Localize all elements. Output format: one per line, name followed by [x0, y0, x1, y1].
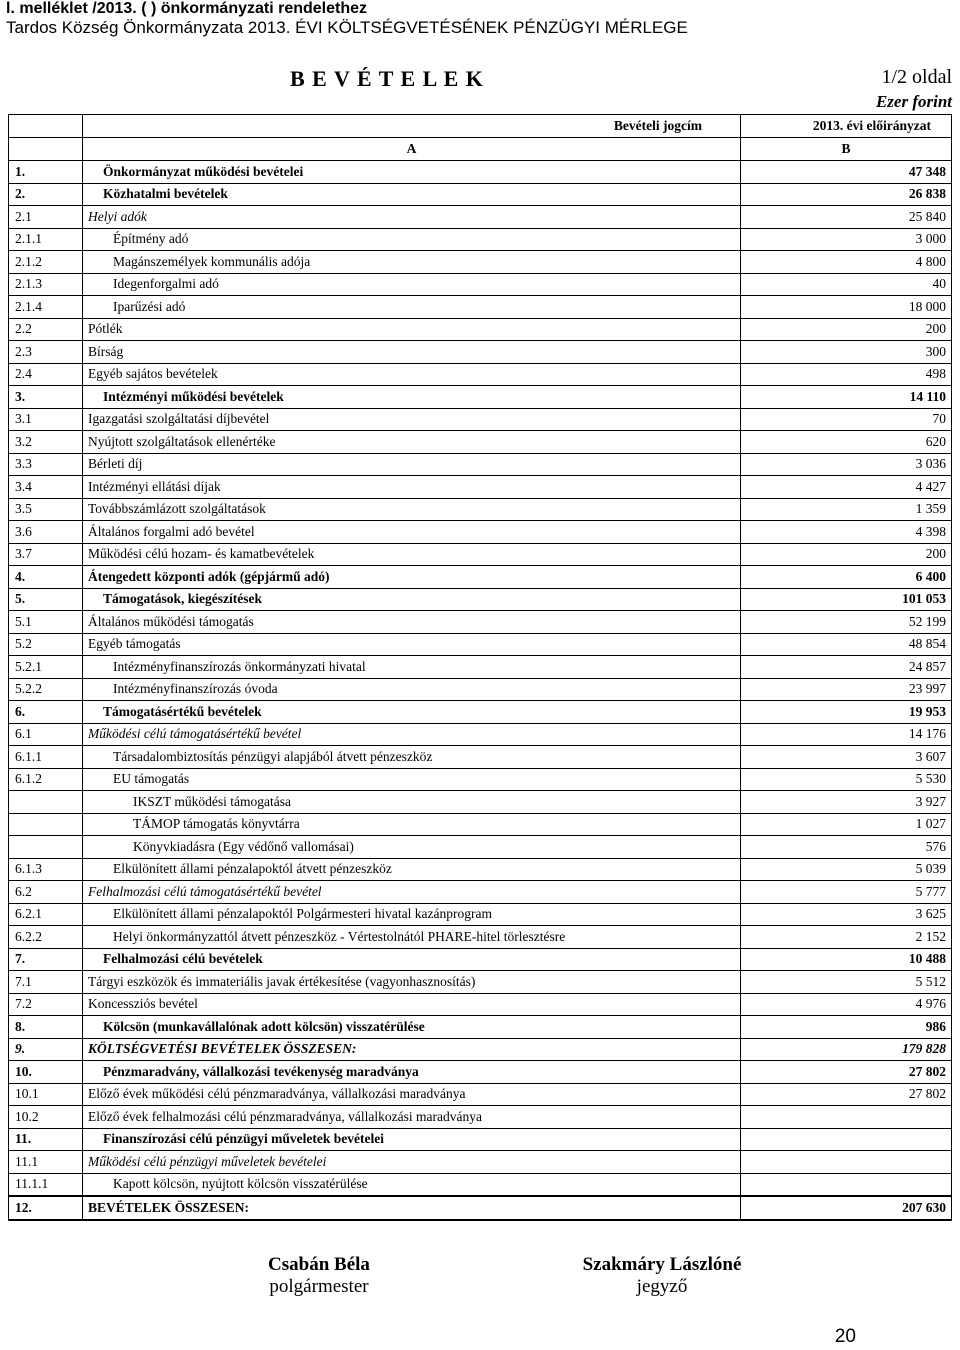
row-amount: 200	[741, 543, 952, 566]
row-amount: 3 625	[741, 903, 952, 926]
table-row	[9, 206, 952, 229]
row-label: Támogatások, kiegészítések	[83, 588, 741, 611]
table-row	[9, 611, 952, 634]
row-label: IKSZT működési támogatása	[83, 791, 741, 814]
signature-role: polgármester	[269, 1276, 369, 1297]
table-row	[9, 1016, 952, 1039]
row-code: 5.	[9, 588, 83, 611]
row-code: 3.4	[9, 476, 83, 499]
row-code: 2.3	[9, 341, 83, 364]
table-row	[9, 1196, 952, 1220]
row-label: Bírság	[83, 341, 741, 364]
row-amount: 3 036	[741, 453, 952, 476]
row-amount: 18 000	[741, 296, 952, 319]
row-code: 1.	[9, 161, 83, 184]
table-row	[9, 948, 952, 971]
row-code: 3.7	[9, 543, 83, 566]
unit-label: Ezer forint	[875, 92, 952, 111]
row-label: Működési célú hozam- és kamatbevételek	[83, 543, 741, 566]
row-code: 3.	[9, 386, 83, 409]
row-amount: 200	[741, 318, 952, 341]
row-label: Finanszírozási célú pénzügyi műveletek bevételei	[83, 1128, 741, 1151]
row-label: Intézményi ellátási díjak	[83, 476, 741, 499]
row-amount: 40	[741, 273, 952, 296]
row-label: Iparűzési adó	[83, 296, 741, 319]
row-code: 10.	[9, 1061, 83, 1084]
table-row	[9, 1173, 952, 1196]
row-code	[9, 791, 83, 814]
row-code: 2.1.1	[9, 228, 83, 251]
row-code: 7.	[9, 948, 83, 971]
table-row	[9, 476, 952, 499]
row-code: 6.1	[9, 723, 83, 746]
table-row	[9, 521, 952, 544]
table-row	[9, 431, 952, 454]
table-row	[9, 881, 952, 904]
row-label: Általános működési támogatás	[83, 611, 741, 634]
row-amount: 2 152	[741, 926, 952, 949]
row-label: Tárgyi eszközök és immateriális javak értékesítése (vagyonhasznosítás)	[83, 971, 741, 994]
row-label: Előző évek működési célú pénzmaradványa, vállalkozási maradványa	[83, 1083, 741, 1106]
row-amount: 207 630	[741, 1196, 952, 1220]
row-amount	[741, 1151, 952, 1174]
row-code: 6.1.2	[9, 768, 83, 791]
row-label: Pótlék	[83, 318, 741, 341]
table-row	[9, 566, 952, 589]
row-label: Felhalmozási célú támogatásértékű bevétel	[83, 881, 741, 904]
row-label: Intézményfinanszírozás önkormányzati hivatal	[83, 656, 741, 679]
row-code	[9, 836, 83, 859]
row-label: Általános forgalmi adó bevétel	[83, 521, 741, 544]
section-heading: B E V É T E L E K	[290, 66, 484, 91]
row-code: 3.5	[9, 498, 83, 521]
row-code: 2.4	[9, 363, 83, 386]
row-amount: 101 053	[741, 588, 952, 611]
table-row	[9, 1061, 952, 1084]
table-row	[9, 1038, 952, 1061]
table-row	[9, 678, 952, 701]
table-row	[9, 768, 952, 791]
row-amount: 52 199	[741, 611, 952, 634]
row-code: 6.	[9, 701, 83, 724]
row-amount: 23 997	[741, 678, 952, 701]
row-code: 5.2	[9, 633, 83, 656]
row-label: Átengedett központi adók (gépjármű adó)	[83, 566, 741, 589]
table-row	[9, 1151, 952, 1174]
column-letter-a: A	[83, 138, 741, 161]
column-letter-b: B	[741, 138, 952, 161]
row-label: Intézményi működési bevételek	[83, 386, 741, 409]
table-row	[9, 341, 952, 364]
row-code: 6.2	[9, 881, 83, 904]
table-row	[9, 228, 952, 251]
row-code: 6.2.2	[9, 926, 83, 949]
row-amount: 5 512	[741, 971, 952, 994]
row-label: Egyéb támogatás	[83, 633, 741, 656]
table-row	[9, 746, 952, 769]
row-code: 2.2	[9, 318, 83, 341]
row-code: 11.1	[9, 1151, 83, 1174]
row-code: 11.1.1	[9, 1173, 83, 1196]
row-code: 9.	[9, 1038, 83, 1061]
row-amount: 498	[741, 363, 952, 386]
signature-name: Csabán Béla	[268, 1254, 370, 1275]
row-code: 2.1.4	[9, 296, 83, 319]
table-row	[9, 408, 952, 431]
row-amount: 24 857	[741, 656, 952, 679]
table-row	[9, 1083, 952, 1106]
revenue-table	[8, 114, 952, 1221]
table-row	[9, 183, 952, 206]
row-label: Támogatásértékű bevételek	[83, 701, 741, 724]
header-line-1: l. melléklet /2013. ( ) önkormányzati rendelethez	[6, 0, 368, 17]
row-amount: 19 953	[741, 701, 952, 724]
row-amount: 5 530	[741, 768, 952, 791]
row-amount: 4 800	[741, 251, 952, 274]
row-label: TÁMOP támogatás könyvtárra	[83, 813, 741, 836]
row-code: 2.1.3	[9, 273, 83, 296]
row-amount: 25 840	[741, 206, 952, 229]
row-code: 10.1	[9, 1083, 83, 1106]
row-label: Intézményfinanszírozás óvoda	[83, 678, 741, 701]
signature-role: jegyző	[636, 1276, 688, 1297]
table-row	[9, 386, 952, 409]
table-row	[9, 363, 952, 386]
row-amount: 10 488	[741, 948, 952, 971]
row-label: Könyvkiadásra (Egy védőnő vallomásai)	[83, 836, 741, 859]
row-amount: 986	[741, 1016, 952, 1039]
row-amount: 3 607	[741, 746, 952, 769]
row-amount: 26 838	[741, 183, 952, 206]
row-code: 11.	[9, 1128, 83, 1151]
table-row	[9, 836, 952, 859]
row-code: 8.	[9, 1016, 83, 1039]
row-label: Elkülönített állami pénzalapoktól átvett pénzeszköz	[83, 858, 741, 881]
row-amount: 3 000	[741, 228, 952, 251]
table-row	[9, 588, 952, 611]
row-amount: 1 027	[741, 813, 952, 836]
row-label: Önkormányzat működési bevételei	[83, 161, 741, 184]
letters-code-cell	[9, 138, 83, 161]
column-title-revenue: Bevételi jogcím	[83, 115, 741, 138]
row-amount: 70	[741, 408, 952, 431]
table-row	[9, 498, 952, 521]
table-row	[9, 993, 952, 1016]
header-code-cell	[9, 115, 83, 138]
row-code: 5.2.2	[9, 678, 83, 701]
row-amount: 179 828	[741, 1038, 952, 1061]
header-line-2: Tardos Község Önkormányzata 2013. ÉVI KÖLTSÉGVETÉSÉNEK PÉNZÜGYI MÉRLEGE	[6, 18, 688, 37]
row-label: EU támogatás	[83, 768, 741, 791]
row-label: Társadalombiztosítás pénzügyi alapjából átvett pénzeszköz	[83, 746, 741, 769]
row-amount: 48 854	[741, 633, 952, 656]
table-row	[9, 161, 952, 184]
row-code: 3.3	[9, 453, 83, 476]
table-row	[9, 453, 952, 476]
row-label: Nyújtott szolgáltatások ellenértéke	[83, 431, 741, 454]
table-row	[9, 971, 952, 994]
row-code: 10.2	[9, 1106, 83, 1129]
row-code: 2.1	[9, 206, 83, 229]
row-label: Koncessziós bevétel	[83, 993, 741, 1016]
row-amount: 620	[741, 431, 952, 454]
row-label: Kölcsön (munkavállalónak adott kölcsön) visszatérülése	[83, 1016, 741, 1039]
row-label: Igazgatási szolgáltatási díjbevétel	[83, 408, 741, 431]
row-code: 2.	[9, 183, 83, 206]
signature-name: Szakmáry Lászlóné	[582, 1254, 742, 1275]
row-code: 12.	[9, 1196, 83, 1220]
table-row	[9, 903, 952, 926]
column-title-amount: 2013. évi előirányzat	[741, 115, 952, 138]
row-code: 3.2	[9, 431, 83, 454]
row-amount: 4 398	[741, 521, 952, 544]
row-amount	[741, 1106, 952, 1129]
row-amount: 5 039	[741, 858, 952, 881]
table-row	[9, 251, 952, 274]
row-code: 5.1	[9, 611, 83, 634]
row-amount	[741, 1173, 952, 1196]
row-code	[9, 813, 83, 836]
row-amount: 300	[741, 341, 952, 364]
row-label: Egyéb sajátos bevételek	[83, 363, 741, 386]
row-code: 4.	[9, 566, 83, 589]
row-label: Helyi adók	[83, 206, 741, 229]
table-row	[9, 723, 952, 746]
row-code: 3.6	[9, 521, 83, 544]
table-row	[9, 813, 952, 836]
row-amount	[741, 1128, 952, 1151]
row-amount: 14 176	[741, 723, 952, 746]
row-code: 2.1.2	[9, 251, 83, 274]
row-amount: 576	[741, 836, 952, 859]
row-code: 6.1.3	[9, 858, 83, 881]
row-amount: 1 359	[741, 498, 952, 521]
row-amount: 14 110	[741, 386, 952, 409]
page-number: 20	[834, 1326, 856, 1347]
row-code: 6.2.1	[9, 903, 83, 926]
table-row	[9, 858, 952, 881]
row-label: Elkülönített állami pénzalapoktól Polgármesteri hivatal kazánprogram	[83, 903, 741, 926]
row-amount: 27 802	[741, 1061, 952, 1084]
row-label: Helyi önkormányzattól átvett pénzeszköz - Vértestolnától PHARE-hitel törlesztésre	[83, 926, 741, 949]
row-code: 7.2	[9, 993, 83, 1016]
table-row	[9, 296, 952, 319]
row-amount: 5 777	[741, 881, 952, 904]
row-label: Magánszemélyek kommunális adója	[83, 251, 741, 274]
row-label: KÖLTSÉGVETÉSI BEVÉTELEK ÖSSZESEN:	[83, 1038, 741, 1061]
row-label: Továbbszámlázott szolgáltatások	[83, 498, 741, 521]
row-label: Idegenforgalmi adó	[83, 273, 741, 296]
signature-mayor	[236, 1254, 402, 1298]
table-column-letters-row	[9, 138, 952, 161]
row-amount: 27 802	[741, 1083, 952, 1106]
row-label: Építmény adó	[83, 228, 741, 251]
table-row	[9, 1128, 952, 1151]
table-row	[9, 543, 952, 566]
row-code: 3.1	[9, 408, 83, 431]
row-code: 5.2.1	[9, 656, 83, 679]
table-header-row	[9, 115, 952, 138]
row-amount: 4 976	[741, 993, 952, 1016]
row-amount: 3 927	[741, 791, 952, 814]
row-code: 7.1	[9, 971, 83, 994]
row-label: Kapott kölcsön, nyújtott kölcsön visszatérülése	[83, 1173, 741, 1196]
table-row	[9, 791, 952, 814]
row-amount: 47 348	[741, 161, 952, 184]
row-label: Előző évek felhalmozási célú pénzmaradványa, vállalkozási maradványa	[83, 1106, 741, 1129]
page-info: 1/2 oldal	[881, 66, 952, 88]
table-row	[9, 926, 952, 949]
row-label: Pénzmaradvány, vállalkozási tevékenység maradványa	[83, 1061, 741, 1084]
signature-notary	[560, 1254, 764, 1298]
table-row	[9, 273, 952, 296]
table-row	[9, 633, 952, 656]
table-row	[9, 318, 952, 341]
row-label: Működési célú támogatásértékű bevétel	[83, 723, 741, 746]
row-code: 6.1.1	[9, 746, 83, 769]
table-row	[9, 656, 952, 679]
row-label: Bérleti díj	[83, 453, 741, 476]
table-row	[9, 701, 952, 724]
row-label: BEVÉTELEK ÖSSZESEN:	[83, 1196, 741, 1220]
row-amount: 6 400	[741, 566, 952, 589]
row-label: Működési célú pénzügyi műveletek bevételei	[83, 1151, 741, 1174]
table-row	[9, 1106, 952, 1129]
row-label: Felhalmozási célú bevételek	[83, 948, 741, 971]
row-label: Közhatalmi bevételek	[83, 183, 741, 206]
row-amount: 4 427	[741, 476, 952, 499]
